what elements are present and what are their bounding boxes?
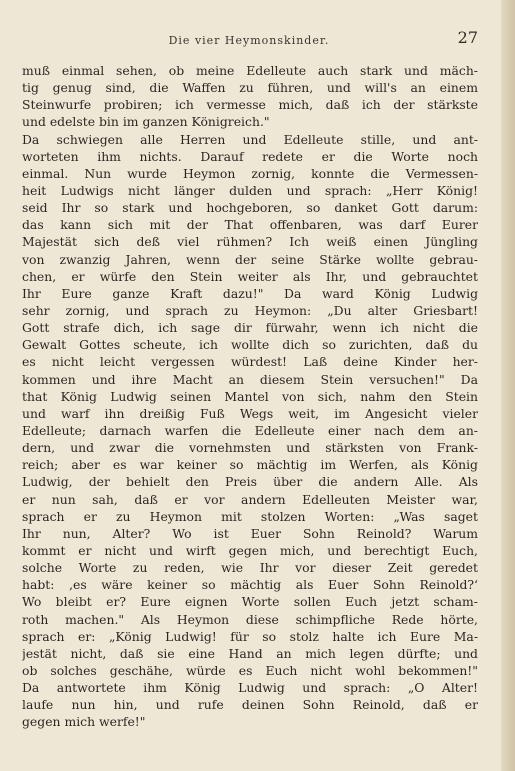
text-line: worteten ihm nichts. Darauf redete er die Worte noch [22, 148, 478, 164]
text-line: laufe nun hin, und rufe deinen Sohn Reinold, daß er [22, 697, 478, 713]
text-line: heit Ludwigs nicht länger dulden und sprach: „Herr König! [22, 182, 478, 198]
text-line: jestät nicht, daß sie eine Hand an mich legen dürfte; und [22, 645, 478, 661]
text-line: gegen mich werfe!" [22, 714, 146, 730]
text-line: er nun sah, daß er vor andern Edelleuten Meister war, [22, 491, 478, 507]
page-header [20, 28, 478, 50]
text-line: roth machen." Als Heymon diese schimpfliche Rede hörte, [22, 611, 478, 627]
text-line: Da schwiegen alle Herren und Edelleute stille, und ant- [22, 131, 478, 147]
text-line: reich; aber es war keiner so mächtig im Werfen, als König [22, 457, 478, 473]
text-line: das kann sich mit der That offenbaren, was darf Eurer [22, 217, 478, 233]
text-line: Wo bleibt er? Eure eignen Worte sollen Euch jetzt scham- [22, 594, 478, 610]
text-line: Ihr Eure ganze Kraft dazu!" Da ward König Ludwig [22, 285, 478, 301]
text-line: Majestät sich deß viel rühmen? Ich weiß einen Jüngling [22, 234, 478, 250]
text-line: von zwanzig Jahren, wenn der seine Stärke wollte gebrau- [22, 251, 478, 267]
text-line: sprach er zu Heymon mit stolzen Worten: „Was saget [22, 508, 478, 524]
text-line: tig genug sind, die Waffen zu führen, und will's an einem [22, 80, 478, 96]
text-line: Da antwortete ihm König Ludwig und sprach: „O Alter! [22, 680, 478, 696]
text-line: chen, er würfe den Stein weiter als Ihr, und gebrauchtet [22, 268, 478, 284]
text-line: dern, und zwar die vornehmsten und stärksten von Frank- [22, 440, 478, 456]
text-line: that König Ludwig seinen Mantel von sich, nahm den Stein [22, 388, 478, 404]
text-line: sprach er: „König Ludwig! für so stolz halte ich Eure Ma- [22, 628, 478, 644]
text-line: Gewalt Gottes scheute, ich wollte dich so zurichten, daß du [22, 337, 478, 353]
running-title: Die vier Heymonskinder. [168, 34, 330, 47]
page-number: 27 [457, 28, 478, 47]
text-line: Steinwurfe probiren; ich vermesse mich, daß ich der stärkste [22, 97, 478, 113]
text-line: Ludwig, der behielt den Preis über die andern Alle. Als [22, 474, 478, 490]
text-line: sehr zornig, und sprach zu Heymon: „Du alter Griesbart! [22, 302, 478, 318]
text-line: Edelleute; darnach warfen die Edelleute einer nach dem an- [22, 422, 478, 438]
text-line: kommen und ihre Macht an diesem Stein versuchen!" Da [22, 371, 478, 387]
text-line: kommt er nicht und wirft gegen mich, und berechtigt Euch, [22, 542, 478, 558]
text-line: ob solches geschähe, würde es Euch nicht wohl bekommen!" [22, 662, 478, 678]
text-line: habt: ‚es wäre keiner so mächtig als Euer Sohn Reinold?‘ [22, 577, 478, 593]
text-line: Gott strafe dich, ich sage dir fürwahr, wenn ich nicht die [22, 320, 478, 336]
text-line: und warf ihn dreißig Fuß Wegs weit, im Angesicht vieler [22, 405, 478, 421]
text-line: Ihr nun, Alter? Wo ist Euer Sohn Reinold? Warum [22, 525, 478, 541]
page-edge [501, 0, 515, 771]
text-line: solche Worte zu reden, wie Ihr vor dieser Zeit geredet [22, 560, 478, 576]
text-line: muß einmal sehen, ob meine Edelleute auch stark und mäch- [22, 63, 478, 78]
text-line: einmal. Nun wurde Heymon zornig, konnte die Vermessen- [22, 165, 478, 181]
text-line: es nicht leicht vergessen würdest! Laß deine Kinder her- [22, 354, 478, 370]
text-line: und edelste bin im ganzen Königreich." [22, 114, 270, 130]
body-text [22, 62, 478, 730]
text-line: seid Ihr so stark und hochgeboren, so danket Gott darum: [22, 200, 478, 216]
